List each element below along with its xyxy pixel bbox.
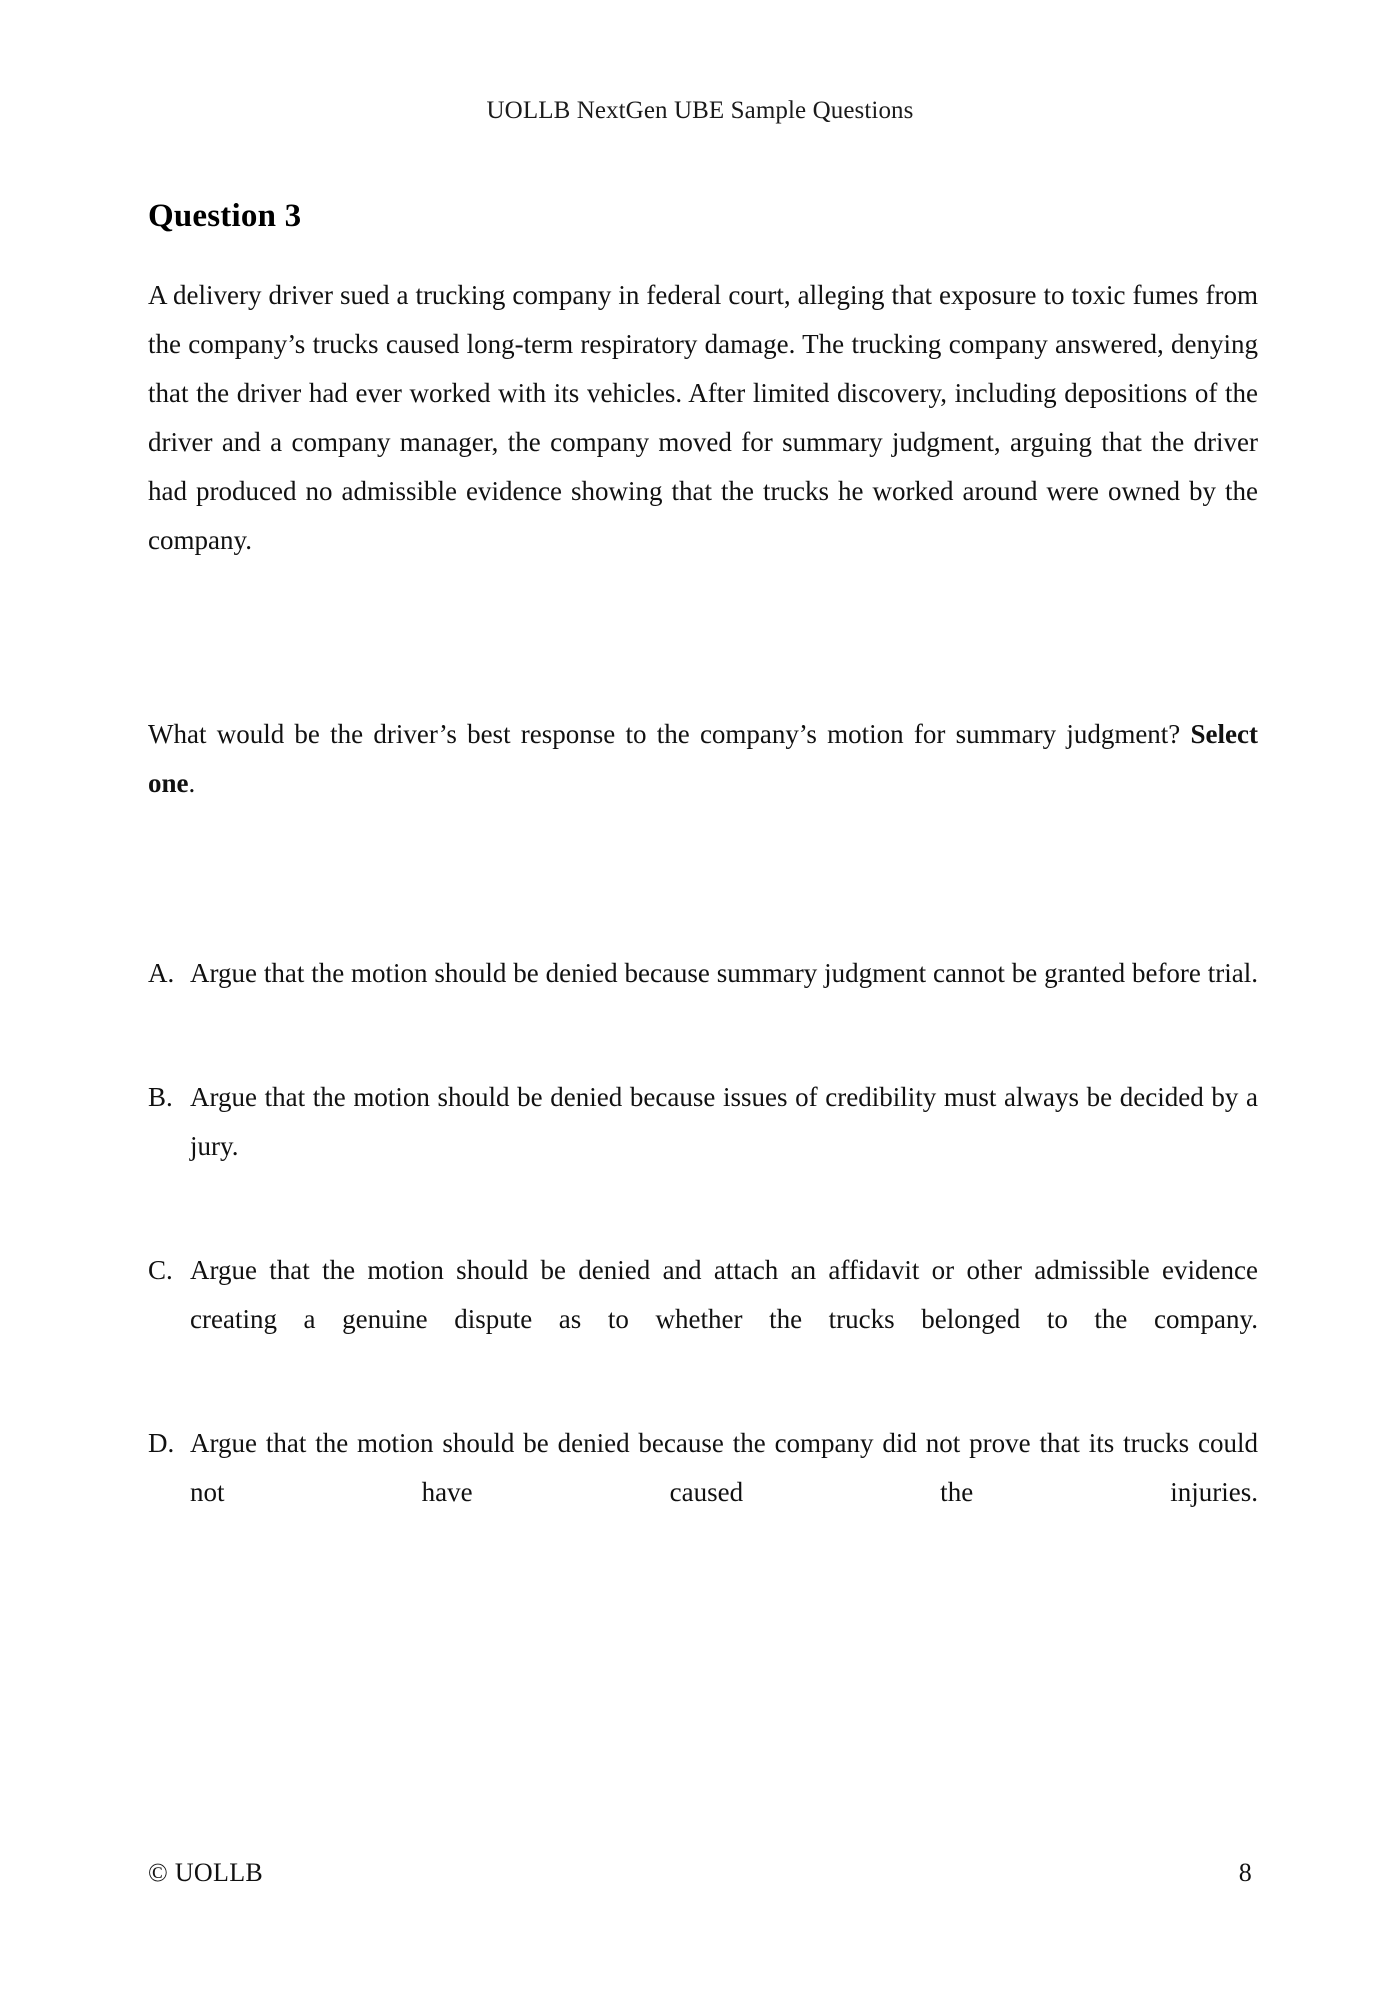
call-of-question-lead: What would be the driver’s best response to the company’s motion for summary judgment? — [148, 719, 1191, 750]
option-letter-b: B. — [148, 1082, 173, 1113]
select-one-instruction: Select one — [148, 719, 1258, 799]
running-header: UOLLB NextGen UBE Sample Questions — [486, 97, 914, 124]
option-text-d: Argue that the motion should be denied because the company did not prove that its trucks could not have caused the injuries. — [190, 1428, 1258, 1508]
page-title: Question 3 — [148, 198, 302, 234]
answer-options-list — [148, 949, 1258, 1566]
option-text-a: Argue that the motion should be denied because summary judgment cannot be granted before trial. — [190, 958, 1258, 989]
option-letter-c: C. — [148, 1255, 173, 1286]
answer-option-d[interactable] — [148, 1419, 1258, 1566]
copyright-notice: © UOLLB — [148, 1858, 264, 1887]
answer-option-c[interactable] — [148, 1246, 1258, 1393]
call-of-question-trailing: . — [188, 768, 196, 799]
page-number: 8 — [1238, 1858, 1252, 1887]
page-content — [148, 196, 1258, 1566]
call-of-question — [148, 710, 1258, 857]
spacer-before-options — [148, 857, 1258, 949]
page-footer — [148, 1858, 1252, 1888]
option-text-c: Argue that the motion should be denied and attach an affidavit or other admissible evidence creating a genuine dispute as to whether the trucks belonged to the company. — [190, 1255, 1258, 1335]
option-text-b: Argue that the motion should be denied because issues of credibility must always be decided by a jury. — [190, 1082, 1258, 1162]
answer-option-b[interactable] — [148, 1073, 1258, 1220]
option-letter-a: A. — [148, 958, 175, 989]
spacer-after-facts — [148, 614, 1258, 710]
fact-pattern-paragraph: A delivery driver sued a trucking company in federal court, alleging that exposure to toxic fumes from the company’s trucks caused long-term respiratory damage. The trucking company answered, denying that the driver had ever worked with its vehicles. After limited discovery, including depositions of the driver and a company manager, the company moved for summary judgment, arguing that the driver had produced no admissible evidence showing that the trucks he worked around were owned by the company. — [148, 280, 1258, 556]
option-letter-d: D. — [148, 1428, 175, 1459]
answer-option-a[interactable] — [148, 949, 1258, 1047]
